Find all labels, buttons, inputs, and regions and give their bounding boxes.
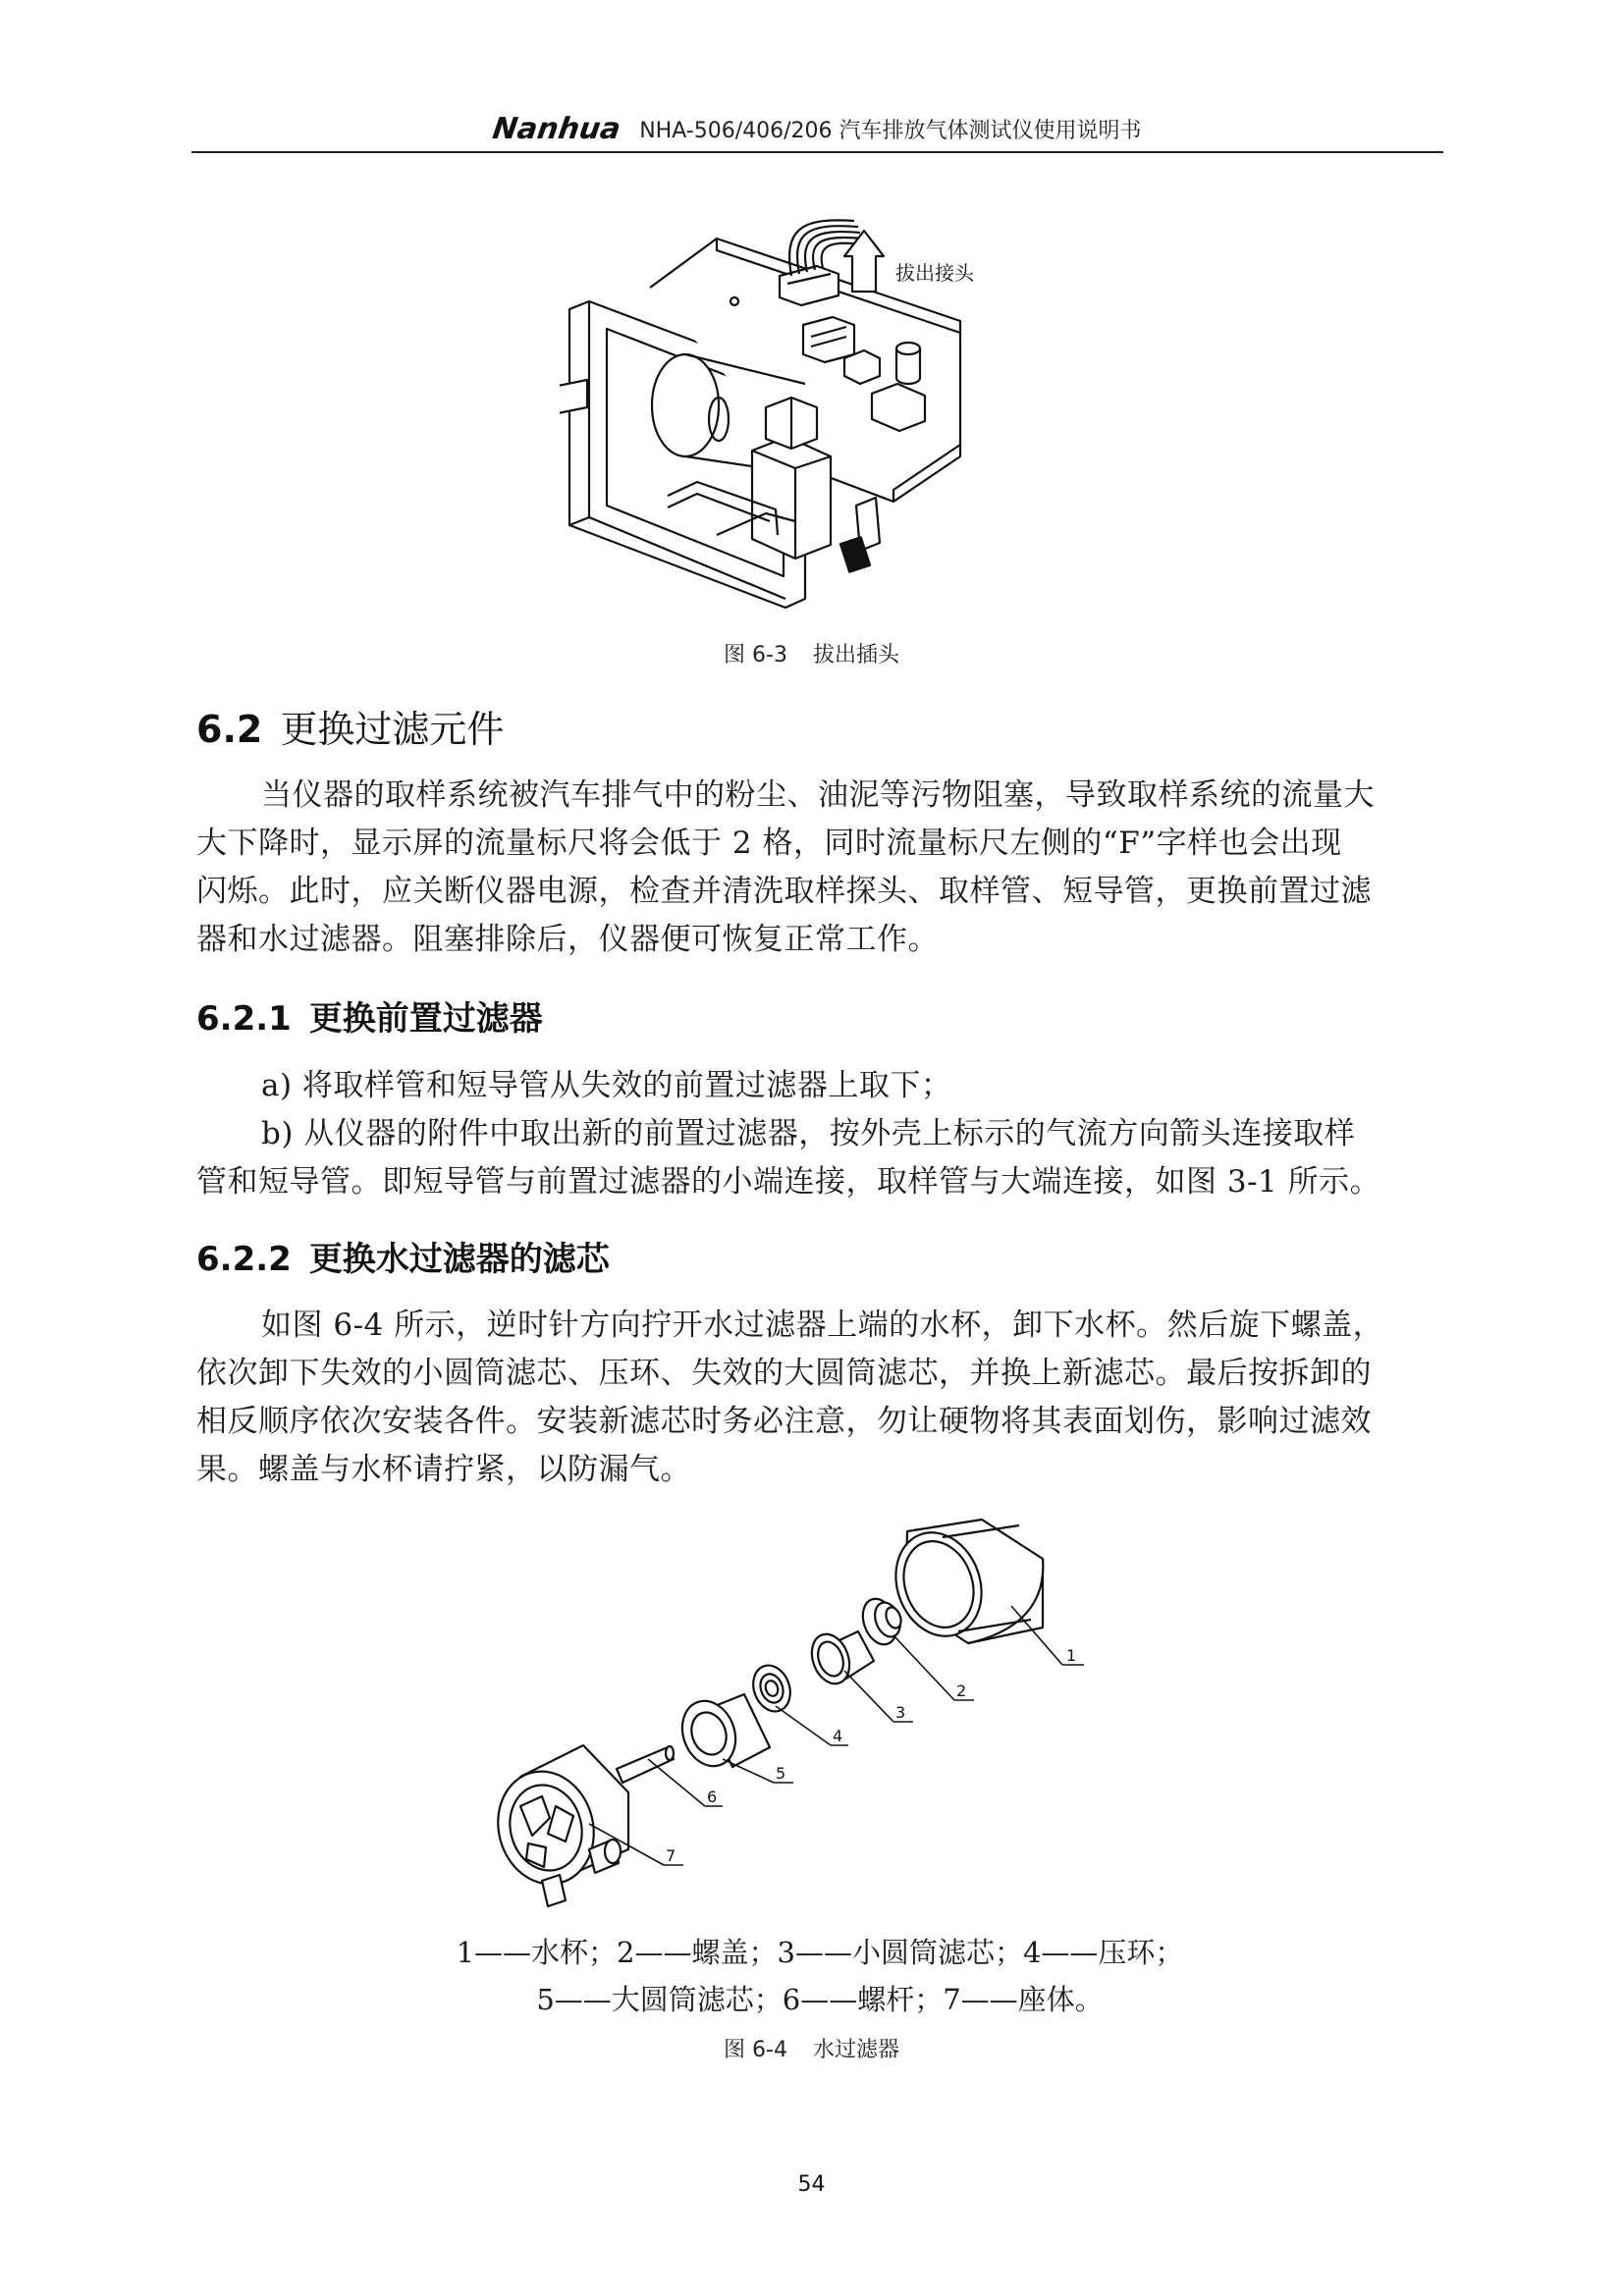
paragraph-line: 依次卸下失效的小圆筒滤芯、压环、失效的大圆筒滤芯，并换上新滤芯。最后按拆卸的: [196, 1356, 1372, 1391]
figure-6-4-illustration: [481, 1512, 1090, 1924]
figure-6-3-caption-text: 拔出插头: [812, 643, 899, 667]
part-label-4: 4: [833, 1727, 843, 1745]
figure-6-4: [481, 1512, 1090, 1924]
part-label-5: 5: [776, 1764, 786, 1783]
figure-6-3: [560, 211, 1011, 623]
list-item: b) 从仪器的附件中取出新的前置过滤器，按外壳上标示的气流方向箭头连接取样: [261, 1116, 1356, 1151]
section-6-2-2-heading: [196, 1232, 610, 1280]
part-label-3: 3: [895, 1703, 906, 1722]
section-6-2-2-paragraph: [196, 1302, 1443, 1494]
figure-6-3-illustration: [560, 211, 1011, 623]
header-title: NHA-506/406/206 汽车排放气体测试仪使用说明书: [639, 119, 1142, 143]
figure-6-4-legend: [196, 1929, 1443, 2023]
part-label-6: 6: [707, 1788, 718, 1806]
section-6-2-heading: [196, 699, 504, 753]
paragraph-line: 相反顺序依次安装各件。安装新滤芯时务必注意，勿让硬物将其表面划伤，影响过滤效: [196, 1404, 1372, 1439]
legend-line: 5——大圆筒滤芯；6——螺杆；7——座体。: [536, 1983, 1104, 2016]
header-rule: [191, 151, 1443, 153]
section-6-2-1-number: 6.2.1: [196, 999, 292, 1039]
paragraph-line: 器和水过滤器。阻塞排除后，仪器便可恢复正常工作。: [196, 922, 939, 957]
nanhua-logo: Nanhua: [490, 112, 623, 146]
figure-6-3-caption: [0, 638, 1623, 668]
paragraph-line: 闪烁。此时，应关断仪器电源，检查并清洗取样探头、取样管、短导管，更换前置过滤: [196, 874, 1372, 909]
section-6-2-1-list: [196, 1062, 1443, 1206]
list-item: a) 将取样管和短导管从失效的前置过滤器上取下；: [261, 1068, 952, 1103]
page-header: [191, 112, 1443, 151]
figure-6-3-caption-number: 图 6-3: [724, 643, 787, 667]
section-6-2-1-heading: [196, 991, 543, 1040]
section-6-2-paragraph: [196, 772, 1443, 964]
paragraph-line: 果。螺盖与水杯请拧紧，以防漏气。: [196, 1452, 691, 1487]
section-6-2-2-title: 更换水过滤器的滤芯: [308, 1240, 610, 1279]
part-label-1: 1: [1066, 1646, 1077, 1665]
section-6-2-number: 6.2: [196, 708, 263, 751]
section-6-2-title: 更换过滤元件: [280, 708, 505, 751]
legend-line: 1——水杯；2——螺盖；3——小圆筒滤芯；4——压环；: [456, 1936, 1184, 1969]
figure-6-4-caption-text: 水过滤器: [812, 2038, 899, 2062]
part-label-7: 7: [666, 1846, 676, 1865]
list-item-continuation: 管和短导管。即短导管与前置过滤器的小端连接，取样管与大端连接，如图 3-1 所示。: [196, 1164, 1381, 1200]
paragraph-line: 当仪器的取样系统被汽车排气中的粉尘、油泥等污物阻塞，导致取样系统的流量大: [261, 777, 1375, 813]
figure-6-3-annotation: 拔出接头: [895, 261, 974, 285]
part-label-2: 2: [956, 1682, 967, 1700]
section-6-2-2-number: 6.2.2: [196, 1240, 292, 1279]
figure-6-4-caption-number: 图 6-4: [724, 2038, 787, 2062]
paragraph-line: 大下降时，显示屏的流量标尺将会低于 2 格，同时流量标尺左侧的“F”字样也会出现: [196, 826, 1342, 861]
page-number: 54: [797, 2172, 826, 2197]
figure-6-4-caption: [0, 2033, 1623, 2063]
section-6-2-1-title: 更换前置过滤器: [308, 999, 543, 1039]
paragraph-line: 如图 6-4 所示，逆时针方向拧开水过滤器上端的水杯，卸下水杯。然后旋下螺盖，: [261, 1308, 1384, 1343]
